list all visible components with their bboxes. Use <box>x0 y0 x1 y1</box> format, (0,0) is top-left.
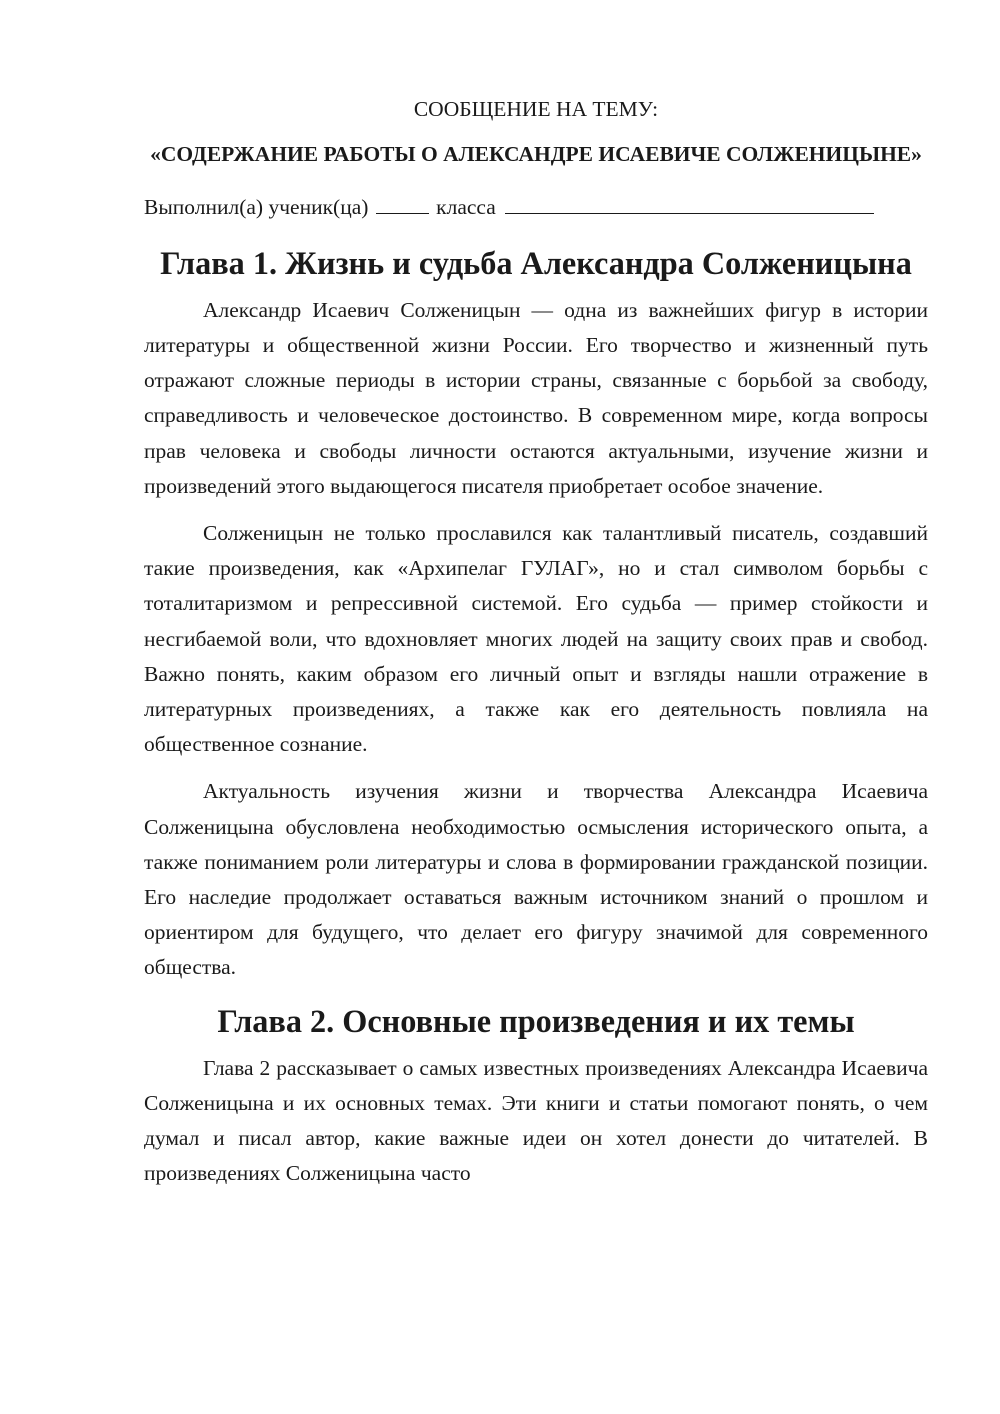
chapter-2-heading: Глава 2. Основные произведения и их темы <box>217 1002 855 1039</box>
author-line <box>144 190 928 225</box>
document-body <box>144 92 928 1192</box>
chapter-1-paragraph-1: Александр Исаевич Солженицын — одна из важнейших фигур в истории литературы и общественной жизни России. Его творчество и жизненный путь отражают сложные периоды в истории страны, связанные с борьбой за свободу, справедливость и человеческое достоинство. В современном мире, когда вопросы прав человека и свободы личности остаются актуальными, изучение жизни и произведений этого выдающегося писателя приобретает особое значение. <box>144 297 928 498</box>
chapter-1-paragraph-3: Актуальность изучения жизни и творчества Александра Исаевича Солженицына обусловлена необходимостью осмысления исторического опыта, а также пониманием роли литературы и слова в формировании гражданской позиции. Его наследие продолжает оставаться важным источником знаний о прошлом и ориентиром для будущего, что делает его фигуру значимой для современного общества. <box>144 779 928 980</box>
author-label: Выполнил(а) ученик(ца) <box>144 195 369 220</box>
chapter-1-paragraph-2: Солженицын не только прославился как талантливый писатель, создавший такие произведения, как «Архипелаг ГУЛАГ», но и стал символом борьбы с тоталитаризмом и репрессивной системой. Его судьба — пример стойкости и несгибаемой воли, что вдохновляет многих людей на защиту своих прав и свобод. Важно понять, каким образом его личный опыт и взгляды нашли отражение в литературных произведениях, а также как его деятельность повлияла на общественное сознание. <box>144 521 928 757</box>
student-name-blank <box>505 191 874 214</box>
document-subtitle: СООБЩЕНИЕ НА ТЕМУ: <box>413 97 659 121</box>
chapter-1-heading: Глава 1. Жизнь и судьба Александра Солженицына <box>160 244 912 281</box>
class-label: класса <box>436 195 496 220</box>
class-number-blank <box>376 191 429 214</box>
chapter-2-paragraph-1: Глава 2 рассказывает о самых известных произведениях Александра Исаевича Солженицына и их основных темах. Эти книги и статьи помогают понять, о чем думал и писал автор, какие важные идеи он хотел донести до читателей. В произведениях Солженицына часто <box>144 1055 928 1186</box>
document-title: «СОДЕРЖАНИЕ РАБОТЫ О АЛЕКСАНДРЕ ИСАЕВИЧЕ СОЛЖЕНИЦЫНЕ» <box>150 142 922 167</box>
